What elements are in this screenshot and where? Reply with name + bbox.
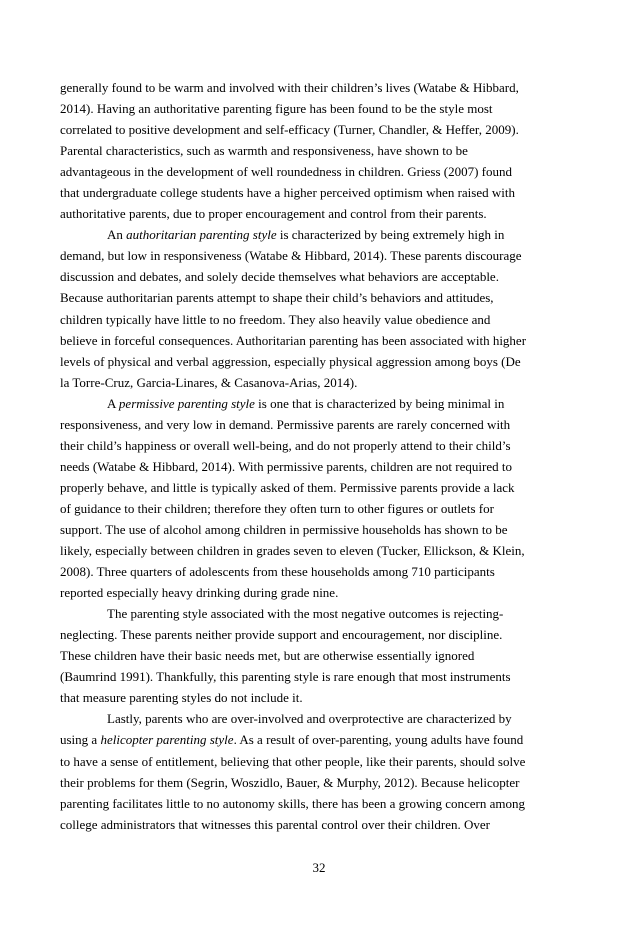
text-line <box>60 161 580 182</box>
text-segment: properly behave, and little is typically asked of them. Permissive parents provide a lack <box>60 479 515 495</box>
text-segment: their problems for them (Segrin, Woszidlo, Bauer, & Murphy, 2012). Because helicopter <box>60 774 520 790</box>
text-segment: discussion and debates, and solely decide themselves what behaviors are acceptable. <box>60 269 499 285</box>
text-line <box>60 751 580 772</box>
text-line <box>60 540 580 561</box>
text-line <box>60 351 580 372</box>
text-line <box>60 435 580 456</box>
text-segment: A <box>107 395 119 411</box>
text-segment: These children have their basic needs met, but are otherwise essentially ignored <box>60 648 475 664</box>
text-line <box>60 666 580 687</box>
text-line <box>60 687 580 708</box>
text-line <box>60 372 580 393</box>
text-segment: is characterized by being extremely high in <box>276 227 505 243</box>
text-line <box>60 498 580 519</box>
text-segment: parenting facilitates little to no autonomy skills, there has been a growing concern among <box>60 795 525 811</box>
paragraph <box>60 224 580 392</box>
text-line <box>60 729 580 750</box>
text-segment: of guidance to their children; therefore they often turn to other figures or outlets for <box>60 500 494 516</box>
paragraph <box>60 708 580 834</box>
text-line <box>60 645 580 666</box>
paragraph <box>60 77 580 224</box>
text-segment: demand, but low in responsiveness (Watabe & Hibbard, 2014). These parents discourage <box>60 248 522 264</box>
text-line <box>60 624 580 645</box>
text-line <box>60 330 580 351</box>
text-segment: reported especially heavy drinking during grade nine. <box>60 585 339 601</box>
text-segment: is one that is characterized by being minimal in <box>254 395 505 411</box>
text-line <box>60 98 580 119</box>
text-segment: their child’s happiness or overall well-being, and do not properly attend to their child’s <box>60 437 511 453</box>
text-segment: neglecting. These parents neither provide support and encouragement, nor discipline. <box>60 627 503 643</box>
text-line <box>60 77 580 98</box>
text-segment: advantageous in the development of well roundedness in children. Griess (2007) found <box>60 164 512 180</box>
text-segment: Because authoritarian parents attempt to shape their child’s behaviors and attitudes, <box>60 290 494 306</box>
italic-term: helicopter parenting style <box>100 732 234 748</box>
text-line <box>60 245 580 266</box>
text-segment: that undergraduate college students have a higher perceived optimism when raised with <box>60 185 515 201</box>
text-line <box>60 582 580 603</box>
text-segment: generally found to be warm and involved with their children’s lives (Watabe & Hibbard, <box>60 80 519 95</box>
text-line <box>60 519 580 540</box>
text-line <box>60 814 580 835</box>
text-segment: (Baumrind 1991). Thankfully, this parenting style is rare enough that most instruments <box>60 669 511 685</box>
italic-term: permissive parenting style <box>118 395 255 411</box>
body-text <box>60 77 580 835</box>
text-segment: to have a sense of entitlement, believing that other people, like their parents, should solve <box>60 753 526 769</box>
text-segment: believe in forceful consequences. Authoritarian parenting has been associated with higher <box>60 332 527 348</box>
text-line <box>60 561 580 582</box>
text-segment: Lastly, parents who are over-involved and overprotective are characterized by <box>107 711 512 727</box>
text-line <box>60 266 580 287</box>
text-segment: An <box>107 227 127 243</box>
text-segment: The parenting style associated with the most negative outcomes is rejecting- <box>107 606 504 622</box>
text-segment: support. The use of alcohol among children in permissive households has shown to be <box>60 521 508 537</box>
text-line <box>60 414 580 435</box>
text-segment: college administrators that witnesses this parental control over their children. Over <box>60 816 490 832</box>
text-line <box>60 140 580 161</box>
text-segment: responsiveness, and very low in demand. Permissive parents are rarely concerned with <box>60 416 511 432</box>
page-number: 32 <box>312 860 326 875</box>
text-line <box>60 224 580 245</box>
text-line <box>60 793 580 814</box>
text-line <box>60 456 580 477</box>
text-segment: authoritative parents, due to proper encouragement and control from their parents. <box>60 206 487 222</box>
text-segment: la Torre-Cruz, Garcia-Linares, & Casanova-Arias, 2014). <box>60 374 358 390</box>
text-segment: needs (Watabe & Hibbard, 2014). With permissive parents, children are not required to <box>60 458 512 474</box>
text-line <box>60 393 580 414</box>
text-segment: 2008). Three quarters of adolescents from these households among 710 participants <box>60 564 495 580</box>
text-segment: children typically have little to no freedom. They also heavily value obedience and <box>60 311 491 327</box>
text-segment: levels of physical and verbal aggression, especially physical aggression among boys (De <box>60 353 521 369</box>
text-line <box>60 772 580 793</box>
text-line <box>60 708 580 729</box>
text-segment: likely, especially between children in grades seven to eleven (Tucker, Ellickson, & Klein, <box>60 543 525 559</box>
text-segment: using a <box>60 732 101 748</box>
text-segment: correlated to positive development and self-efficacy (Turner, Chandler, & Heffer, 2009). <box>60 122 519 138</box>
text-line <box>60 203 580 224</box>
text-line <box>60 309 580 330</box>
paragraph <box>60 393 580 603</box>
text-line <box>60 603 580 624</box>
text-segment: that measure parenting styles do not include it. <box>60 690 303 706</box>
text-segment: Parental characteristics, such as warmth and responsiveness, have shown to be <box>60 143 468 159</box>
text-segment: . As a result of over-parenting, young adults have found <box>233 732 524 748</box>
text-line <box>60 477 580 498</box>
text-line <box>60 287 580 308</box>
italic-term: authoritarian parenting style <box>126 227 277 243</box>
text-line <box>60 119 580 140</box>
text-segment: 2014). Having an authoritative parenting figure has been found to be the style most <box>60 101 493 117</box>
text-line <box>60 182 580 203</box>
paragraph <box>60 603 580 708</box>
